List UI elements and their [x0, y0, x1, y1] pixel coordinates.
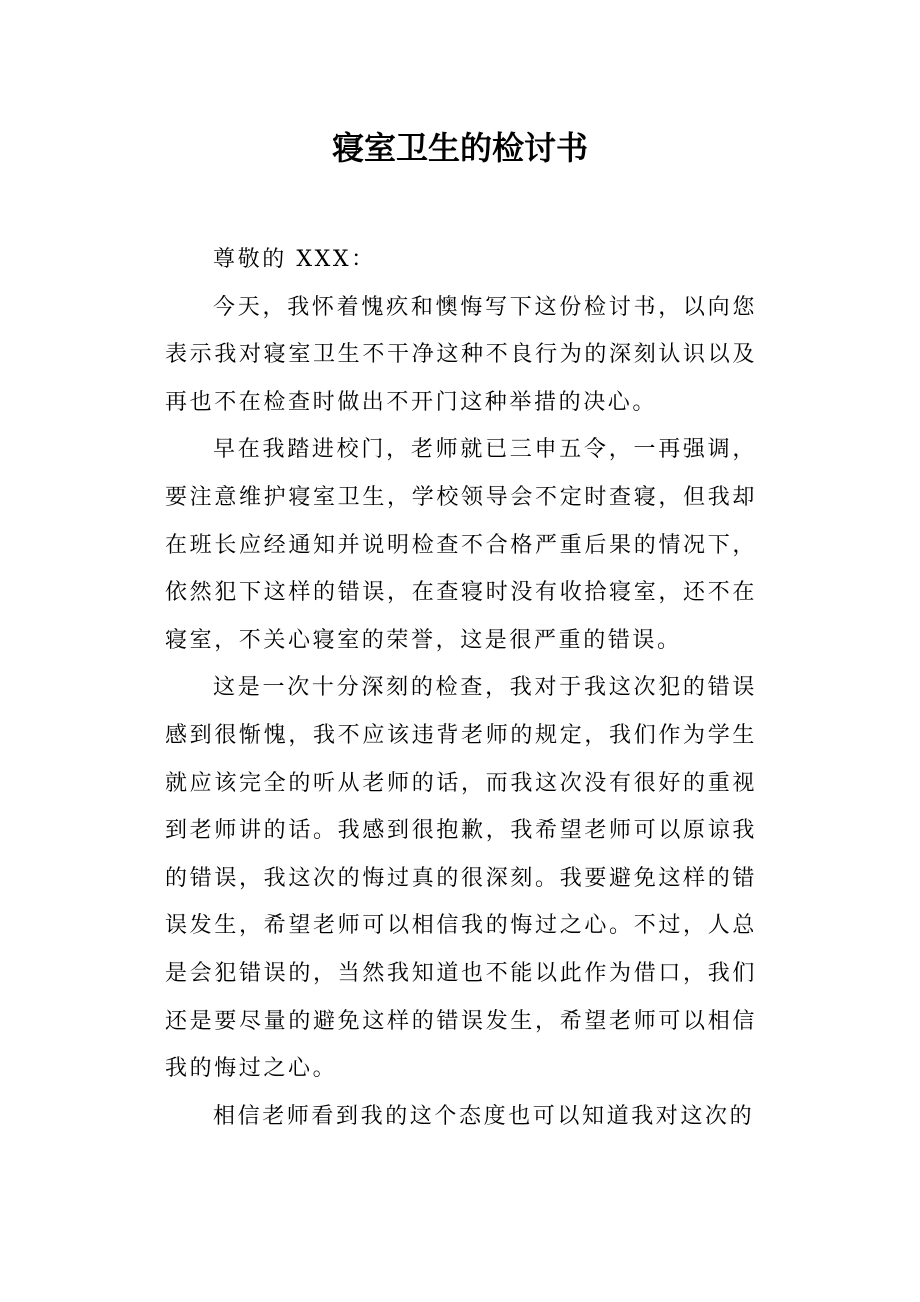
paragraph-4: 相信老师看到我的这个态度也可以知道我对这次的 [213, 1103, 755, 1129]
salutation: 尊敬的 XXX： [213, 247, 376, 272]
paragraph-2: 早在我踏进校门，老师就已三申五令，一再强调，要注意维护寝室卫生，学校领导会不定时查寝，但我却在班长应经通知并说明检查不合格严重后果的情况下，依然犯下这样的错误，在查寝时没有收拾寝室，还不在寝室，不关心寝室的荣誉，这是很严重的错误。 [165, 437, 757, 653]
document-title: 寝室卫生的检讨书 [331, 129, 588, 167]
paragraph-3: 这是一次十分深刻的检查，我对于我这次犯的错误感到很惭愧，我不应该违背老师的规定，我们作为学生就应该完全的听从老师的话，而我这次没有很好的重视到老师讲的话。我感到很抱歉，我希望老师可以原谅我的错误，我这次的悔过真的很深刻。我要避免这样的错误发生，希望老师可以相信我的悔过之心。不过，人总是会犯错误的，当然我知道也不能以此作为借口，我们还是要尽量的避免这样的错误发生，希望老师可以相信我的悔过之心。 [165, 675, 757, 1082]
paragraph-1: 今天，我怀着愧疚和懊悔写下这份检讨书，以向您表示我对寝室卫生不干净这种不良行为的深刻认识以及再也不在检查时做出不开门这种举措的决心。 [165, 294, 757, 415]
document-body [165, 236, 757, 1140]
